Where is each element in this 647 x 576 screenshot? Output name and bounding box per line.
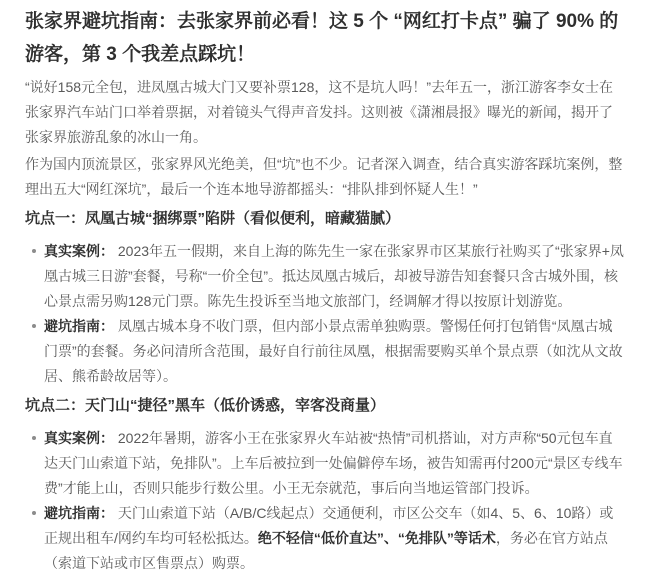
list-item-real-case-2: [44, 426, 625, 501]
bullet-icon: [32, 436, 36, 440]
bullet-label: 真实案例：: [44, 243, 114, 259]
paragraph-intro-quote: “说好158元全包，进凤凰古城大门又要补票128，这不是坑人吗！”去年五一，浙江游客李女士在张家界汽车站门口举着票据，对着镜头气得声音发抖。这则被《潇湘晨报》曝光的新闻，揭开了张家界旅游乱象的冰山一角。: [25, 79, 614, 145]
article-title: 张家界避坑指南：去张家界前必看！这 5 个 “网红打卡点” 骗了 90% 的游客，第 3 个我差点踩坑！: [25, 11, 619, 65]
section-1-heading: 坑点一：凤凰古城“捆绑票”陷阱（看似便利，暗藏猫腻）: [25, 210, 401, 227]
section-2-heading: 坑点二：天门山“捷径”黑车（低价诱惑，宰客没商量）: [25, 397, 386, 414]
bullet-icon: [32, 511, 36, 515]
list-item-tip-1: [44, 314, 625, 389]
bullet-bold-text: 绝不轻信“低价直达”、“免排队”等话术: [257, 530, 496, 546]
bullet-icon: [32, 324, 36, 328]
bullet-text: 2023年五一假期，来自上海的陈先生一家在张家界市区某旅行社购买了“张家界+凤凰古城三日游”套餐，号称“一价全包”。抵达凤凰古城后，却被导游告知套餐只含古城外围，核心景点需另购128元门票。陈先生投诉至当地文旅部门，经调解才得以按原计划游览。: [44, 243, 624, 309]
section-2-bullet-list: [25, 426, 625, 576]
bullet-icon: [32, 249, 36, 253]
list-item-tip-2: [44, 501, 625, 576]
bullet-text: 2022年暑期，游客小王在张家界火车站被“热情”司机搭讪，对方声称“50元包车直达天门山索道下站，免排队”。上车后被拉到一处偏僻停车场，被告知需再付200元“景区专线车费”才能上山，否则只能步行数公里。小王无奈就范，事后向当地运管部门投诉。: [44, 430, 623, 496]
bullet-text: 凤凰古城本身不收门票，但内部小景点需单独购票。警惕任何打包销售“凤凰古城门票”的套餐。务必问清所含范围，最好自行前往凤凰，根据需要购买单个景点票（如沈从文故居、熊希龄故居等）。: [44, 318, 623, 384]
bullet-text-after: ，务必在官方站点（索道下站或市区售票点）购票。: [44, 530, 608, 571]
paragraph-overview: 作为国内顶流景区，张家界风光绝美，但“坑”也不少。记者深入调查，结合真实游客踩坑案例，整理出五大“网红深坑”，最后一个连本地导游都摇头：“排队排到怀疑人生！”: [25, 156, 623, 197]
section-1-bullet-list: [25, 239, 625, 389]
bullet-label: 避坑指南：: [44, 505, 114, 521]
bullet-text: 天门山索道下站（A/B/C线起点）交通便利，市区公交车（如4、5、6、10路）或正规出租车/网约车均可轻松抵达。: [44, 505, 614, 546]
list-item-real-case-1: [44, 239, 625, 314]
bullet-label: 真实案例：: [44, 430, 114, 446]
bullet-label: 避坑指南：: [44, 318, 114, 334]
